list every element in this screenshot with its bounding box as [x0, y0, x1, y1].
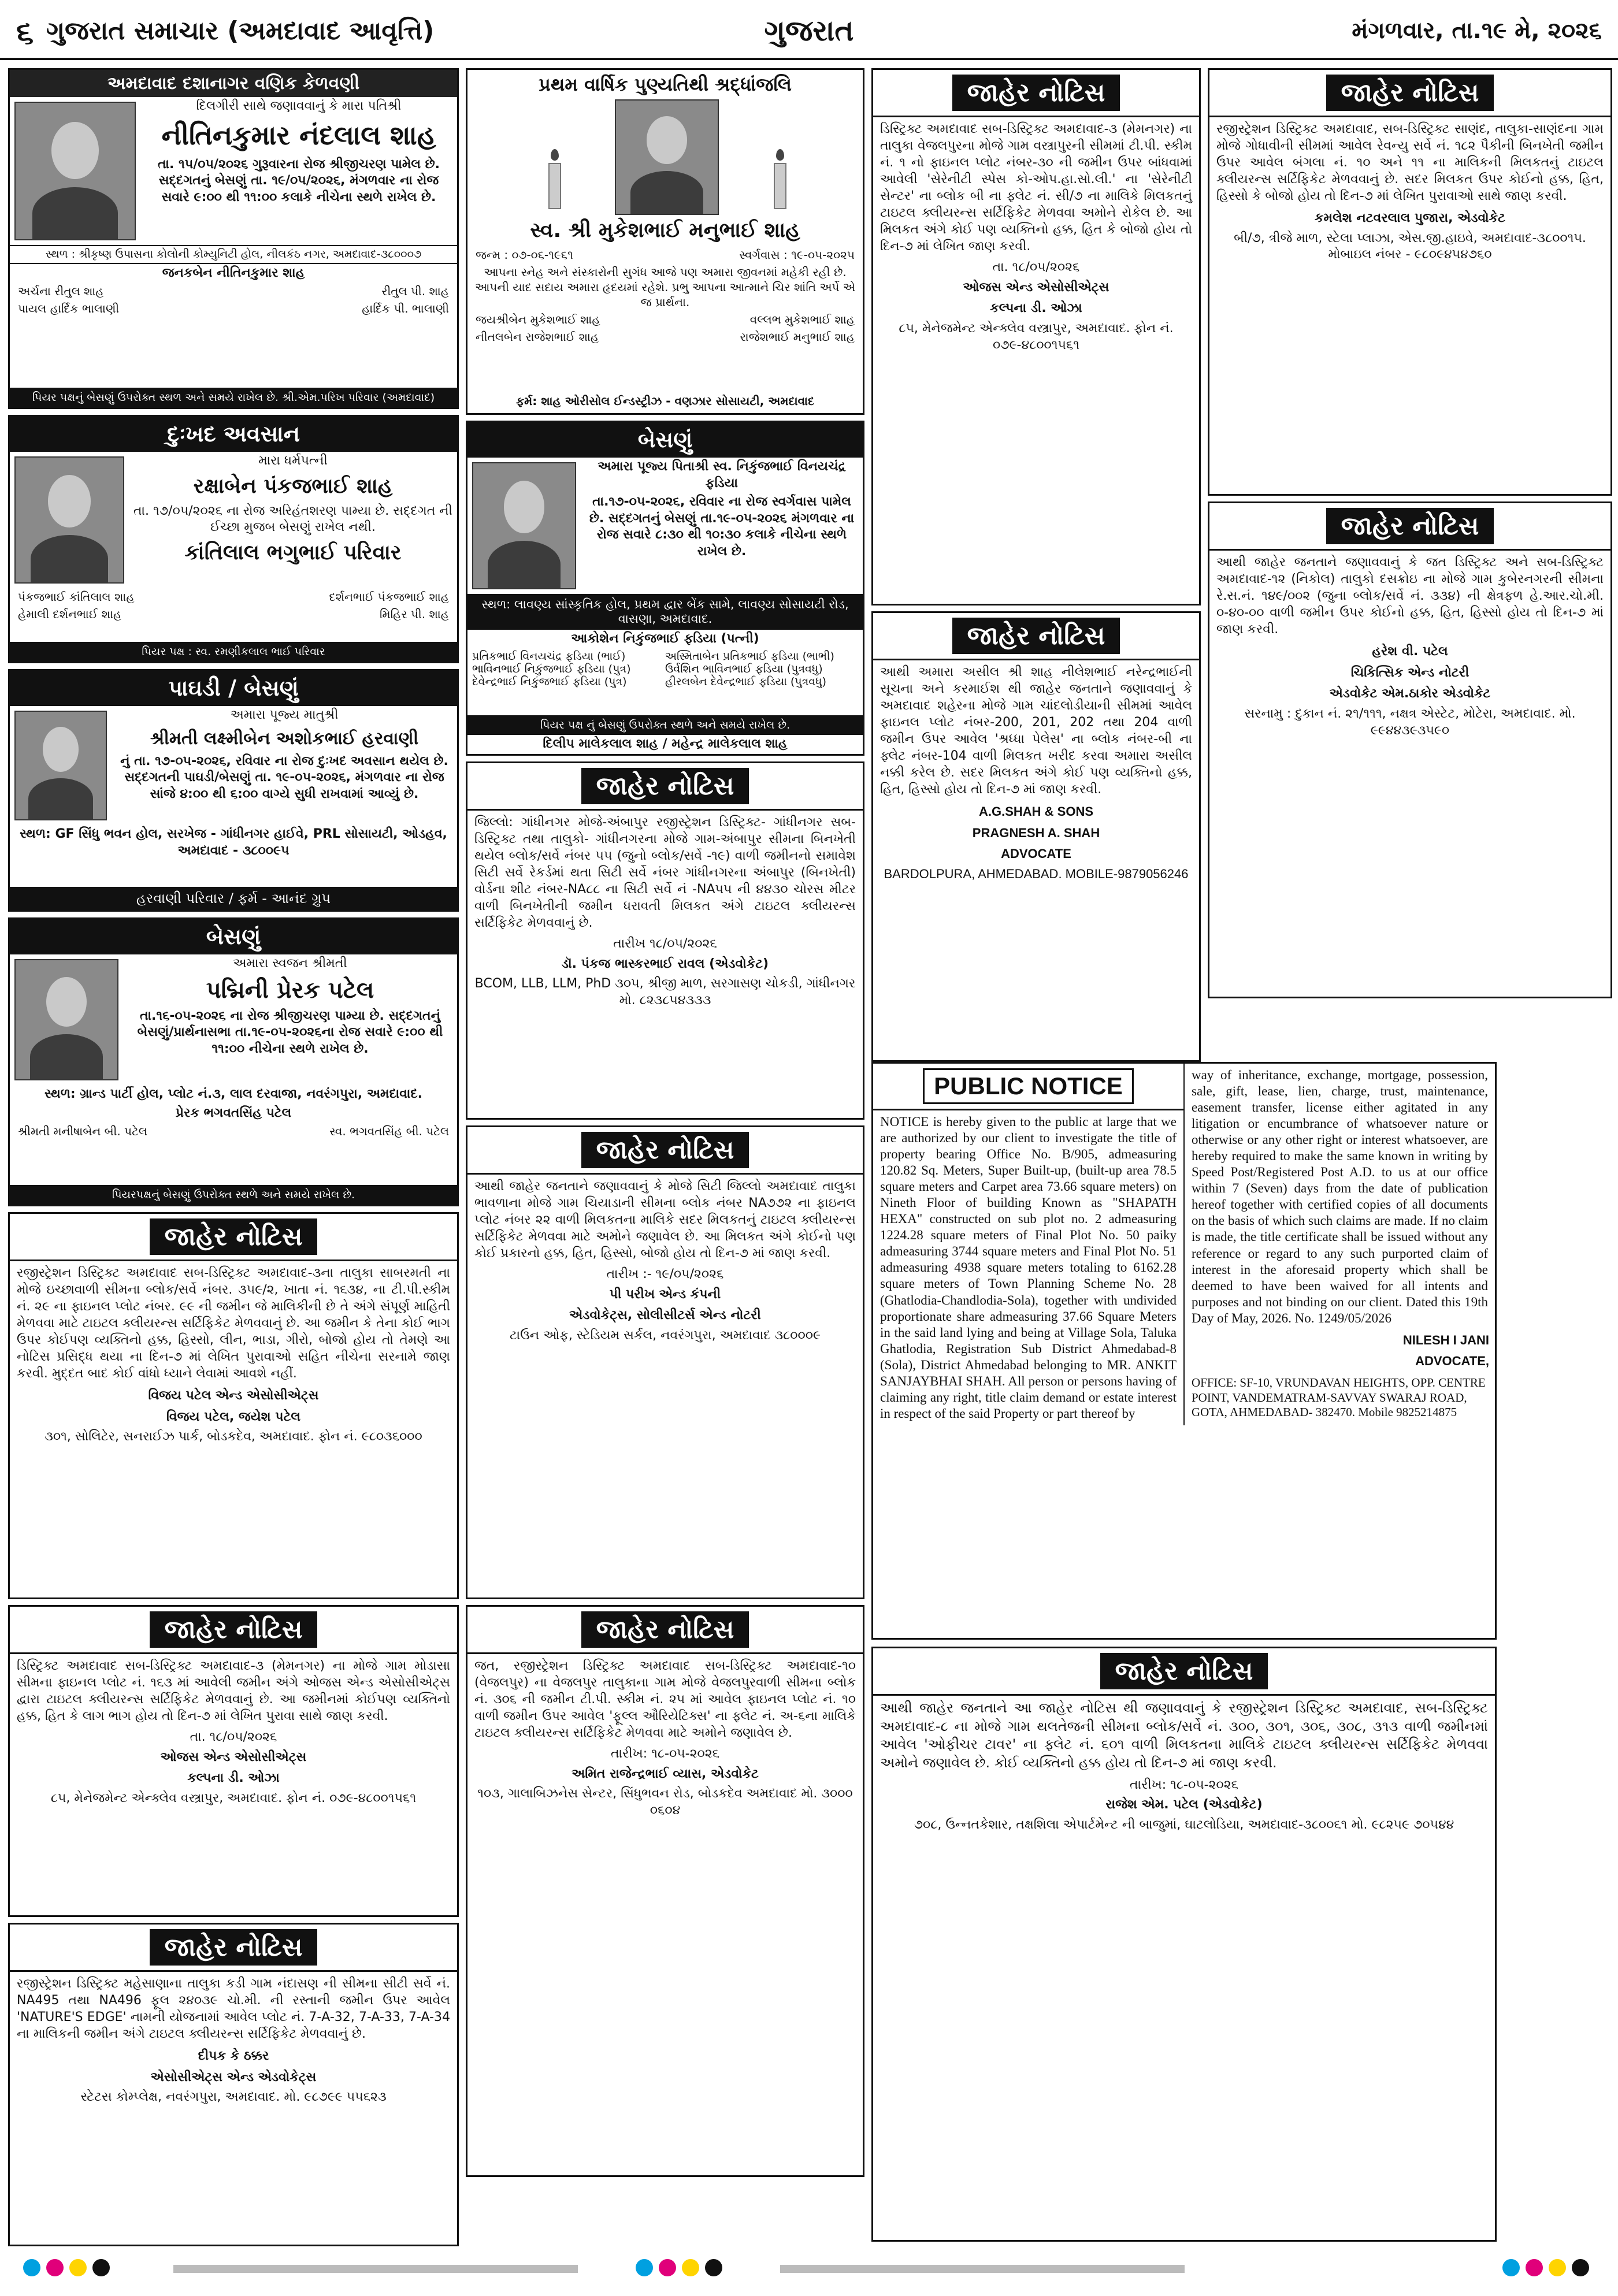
- obituary-text: તા.૧૬-૦૫-૨૦૨૬ ના રોજ શ્રીજીચરણ પામ્યા છે. સદ્દગતનું બેસણું/પ્રાર્થનાસભા તા.૧૯-૦૫-૨૦૨૬ના રોજ સવારે ૯:૦૦ થી ૧૧:૦૦ નીચેના સ્થળે રાખેલ છે.: [137, 1008, 443, 1056]
- notice-date: તારીખ: ૧૮-૦૫-૨૦૨૬: [1130, 1777, 1238, 1792]
- portrait-photo: [472, 462, 576, 589]
- notice-address: સરનામુ : દુકાન નં. ૨૧/૧૧૧, નક્ષત્ર એસ્ટેટ, મોટેરા, અમદાવાદ. મો. ૯૯૪૪૩૯૩૫૯૦: [1244, 706, 1576, 738]
- obituary-text: તા. ૧૭/૦૫/૨૦૨૬ ના રોજ અરિહંતશરણ પામ્યા છે. સદ્દગત ની ઈચ્છા મુજબ બેસણું રાખેલ નથી.: [133, 503, 452, 535]
- family-member: હીરલબેન દેવેન્દ્રભાઈ ફડિયા (પુત્રવધુ): [665, 675, 826, 688]
- masthead: ગુજરાત સમાચાર (અમદાવાદ આવૃત્તિ): [46, 16, 435, 46]
- notice-title: જાહેર નોટિસ: [581, 768, 749, 804]
- notice-address: BCOM, LLB, LLM, PhD ૩૦૫, શ્રીજી માળ, સરગાસણ ચોકડી, ગાંધીનગર મો. ૮૨૩૮૫૪૩૩૩: [474, 976, 856, 1008]
- besnu-fadiya: [466, 421, 864, 756]
- yellow-dot-icon: [682, 2259, 699, 2276]
- obituary-intro: અમારા સ્વજન શ્રીમતી: [233, 956, 347, 971]
- public-notice: [466, 761, 864, 1120]
- notice-date: તા. ૧૮/૦૫/૨૦૨૬: [190, 1730, 277, 1745]
- notice-date: તારીખ: ૧૮-૦૫-૨૦૨૬: [611, 1747, 719, 1762]
- notice-signer: વિજય પટેલ એન્ડ એસોસીએટ્સ: [148, 1388, 319, 1403]
- family-member: અર્ચના રીતુલ શાહ: [18, 284, 104, 299]
- magenta-dot-icon: [46, 2259, 64, 2276]
- notice-body: આથી જાહેર જનતાને જણાવવાનું કે જત ડિસ્ટ્રિક્ટ અને સબ-ડિસ્ટ્રિક્ટ અમદાવાદ-૧૨ (નિકોલ) તાલુકો દસક્રોઇ ના મોજે ગામ કુબેરનગરની સીમના રે.સ.નં. ૧૪૯/૦૦૨ (જુના બ્લોક/સર્વે નં. ૩૩૪) ની ક્ષેત્રફળ હે.આર.ચો.મી. ૦-૪૦-૦૦ વાળી જમીન ઉપર કોઈનો હક્ક, હિત, હિસ્સો હોય તો દિન-૭ માં જાણ કરવી.: [1216, 555, 1604, 637]
- notice-body: ડિસ્ટ્રિક્ટ અમદાવાદ સબ-ડિસ્ટ્રિક્ટ અમદાવાદ-૩ (મેમનગર) ના મોજે ગામ મોડાસા સીમના ફાઇનલ પ્લોટ નં. ૧૬૩ માં આવેલી જમીન અંગે ઓજસ એન્ડ એસોસીએટ્સ દ્વારા ટાઇટલ ક્લીયરન્સ સર્ટિફિકેટ મેળવવાનું છે. આ જમીનમાં કોઈપણ વ્યક્તિનો હક્ક, હિત કે લાગ ભાગ હોય તો દિન-૭ માં લેખિત પુરાવા સાથે જાણ કરવી.: [17, 1659, 450, 1724]
- notice-signer: રાજેશ એમ. પટેલ (એડવોકેટ): [1105, 1797, 1263, 1812]
- notice-signer: એસોસીએટ્સ એન્ડ એડવોકેટ્સ: [150, 2070, 317, 2085]
- obituary-harvani: [8, 669, 459, 912]
- public-notice: [466, 1605, 864, 2177]
- black-dot-icon: [1572, 2259, 1589, 2276]
- obituary-footer-names: દિલીપ માલેકલાલ શાહ / મહેન્દ્ર માલેકલાલ શાહ: [543, 737, 788, 752]
- notice-body: જત, રજીસ્ટ્રેશન ડિસ્ટ્રિક્ટ અમદાવાદ સબ-ડિસ્ટ્રિક્ટ અમદાવાદ-૧૦ (વેજલપુર) ના વેજલપુર તાલુકાના ગામ મોજે વેજલપુરવાળી સીમના બ્લોક નં. ૩૦૬ ની જમીન ટી.પી. સ્કીમ નં. ૨૫ માં આવેલ ફાઇનલ પ્લોટ નં. ૧૦ વાળી જમીન ઉપર આવેલ 'ફૂલ્લ ઔરિયેટિક્સ' ના ફ્લેટ નં. અ-૬ના માલિકે ટાઇટલ ક્લીયરન્સ સર્ટિફિકેટ મેળવવા માટે અમોને જણાવેલ છે.: [474, 1659, 856, 1741]
- obituary-name: રક્ષાબેન પંકજભાઈ શાહ: [193, 474, 393, 498]
- family-member: રીતુલ પી. શાહ: [381, 284, 449, 299]
- obituary-header: બેસણું: [467, 422, 863, 458]
- column-2: [466, 68, 864, 2183]
- notice-signer: કલ્પના ડી. ઓઝા: [187, 1771, 280, 1786]
- public-notice: [8, 1605, 459, 1917]
- column-1: [8, 68, 459, 2252]
- obituary-text: નું તા. ૧૭-૦૫-૨૦૨૬, રવિવાર ના રોજ દુઃખદ અવસાન થયેલ છે. સદ્દગતની પાઘડી/બેસણું તા. ૧૯-૦૫-૨૦૨૬, મંગળવાર ના રોજ સાંજે ૪:૦૦ થી ૬:૦૦ વાગ્યે સુધી રાખવામાં આવ્યું છે.: [120, 753, 448, 801]
- portrait-photo: [14, 959, 118, 1080]
- candle-icon: [774, 163, 786, 209]
- family-member: દેવેન્દ્રભાઈ નિકુંજભાઈ ફડિયા (પુત્ર): [472, 675, 627, 688]
- obituary-venue: સ્થળ: ગ્રાન્ડ પાર્ટી હોલ, પ્લોટ નં.૩, લાલ દરવાજા, નવરંગપુરા, અમદાવાદ.: [44, 1087, 423, 1101]
- obituary-footer: પિયરપક્ષનું બેસણું ઉપરોક્ત સ્થળે અને સમયે રાખેલ છે.: [10, 1185, 457, 1205]
- family-title: પ્રેરક ભગવતસિંહ પટેલ: [175, 1105, 292, 1120]
- family-member: ભાવિનભાઈ નિકુંજભાઈ ફડિયા (પુત્ર): [472, 662, 631, 675]
- portrait-photo: [14, 102, 136, 240]
- section-title: ગુજરાત: [764, 14, 854, 47]
- print-registration-bar: [0, 2253, 1618, 2288]
- obituary-raxaben: [8, 415, 459, 663]
- obituary-intro: મારા ધર્મપત્ની: [258, 454, 328, 468]
- notice-signer: ડૉ. પંકજ ભાસ્કરભાઈ રાવલ (એડવોકેટ): [561, 956, 769, 971]
- notice-title: જાહેર નોટિસ: [952, 75, 1120, 111]
- notice-signer: ADVOCATE,: [1415, 1354, 1489, 1369]
- family-title: જનકબેન નીતિનકુમાર શાહ: [162, 265, 305, 280]
- family-member: દર્શનભાઈ પંકજભાઈ શાહ: [329, 590, 449, 604]
- notice-signer: અમિત રાજેન્દ્રભાઈ વ્યાસ, એડવોકેટ: [572, 1766, 759, 1781]
- notice-body: આથી જાહેર જનતાને આ જાહેર નોટિસ થી જણાવવાનું કે રજીસ્ટ્રેશન ડિસ્ટ્રિક્ટ અમદાવાદ, સબ-ડિસ્ટ્રિક્ટ અમદાવાદ-૮ ના મોજે ગામ થલતેજની સીમના બ્લોક/સર્વે નં. ૩૦૦, ૩૦૧, ૩૦૬, ૩૦૮, ૩૧૩ વાળી જમીનમાં આવેલ 'ઓફીચર ટાવર' ના ફ્લેટ નં. ૬૦૧ વાળી મિલકતના માલિકે ટાઇટલ ક્લીયરન્સ સર્ટિફિકેટ મેળવવા અમોને જણાવેલ છે. કોઈ વ્યક્તિનો હક્ક હોય તો દિન-૭ માં જાણ કરવી.: [880, 1700, 1488, 1771]
- family-member: ઉર્વશિન ભાવિનભાઈ ફડિયા (પુત્રવધુ): [665, 662, 823, 675]
- public-notice: [1208, 501, 1612, 998]
- family-member: મિહિર પી. શાહ: [379, 607, 449, 621]
- column-4: [1208, 68, 1612, 1004]
- notice-title: જાહેર નોટિસ: [581, 1132, 749, 1168]
- cyan-dot-icon: [636, 2259, 653, 2276]
- notice-signer: એડવોકેટ એમ.ઠાકોર એડવોકેટ: [1329, 686, 1491, 701]
- notice-address: ૮૫, મેનેજમેન્ટ એન્ક્લેવ વસ્ત્રાપુર, અમદાવાદ. ફોન નં. ૦૭૯-૪૮૦૦૧૫૬૧: [899, 321, 1174, 352]
- notice-body: ડિસ્ટ્રિક્ટ અમદાવાદ સબ-ડિસ્ટ્રિક્ટ અમદાવાદ-૩ (મેમનગર) ના તાલુકા વેજલપુરના મોજે ગામ વસ્ત્રાપુરની સીમમાં ટી.પી. સ્કીમ નં. ૧ નો ફાઇનલ પ્લોટ નંબર-૩૦ ની જમીન ઉપર બાંધવામાં આવેલી 'સેરેનીટી સ્પેસ કો-ઓપ.હા.સો.લી.' ના 'સેરેનીટી સેન્ટર' ના બ્લોક બી ના ફ્લેટ નં. સી/૭ ના માલિકે મિલકતનું ટાઇટલ ક્લીયરન્સ સર્ટિફિકેટ મેળવવા અમોને રોકેલ છે. આ મિલકત અંગે કોઈ પણ વ્યક્તિનો હક્ક, હિત કે બોજો હોય તો દિન-૭ માં લેખિત જાણ કરવી.: [880, 122, 1192, 254]
- notice-signer: A.G.SHAH & SONS: [978, 804, 1094, 819]
- notice-body: આથી અમારા અસીલ શ્રી શાહ નીલેશભાઈ નરેન્દ્રભાઈની સૂચના અને કરમાઈશ થી જાહેર જનતાને જણાવવાનું કે અમદાવાદ શહેરના મોજે ગામ ચાંદલોડીયાની સીમમાં આવેલ ફાઇનલ પ્લોટ નંબર-200, 201, 202 તથા 204 વાળી જમીન ઉપર આવેલ 'શ્રધ્ધા પેલેસ' ના બ્લોક નંબર-બી ના ફ્લેટ નંબર-104 વાળી મિલકત ખરીદ કરવા અમારા અસીલ નક્કી કરેલ છે. સદર મિલકત અંગે કોઈ પણ વ્યક્તિનો હક્ક, હિત, હિસ્સો હોય તો દિન-૭ માં જાણ કરવી.: [880, 665, 1192, 797]
- notice-signer: કમલેશ નટવરલાલ પુજારા, એડવોકેટ: [1315, 211, 1505, 226]
- notice-body: રજીસ્ટ્રેશન ડિસ્ટ્રિક્ટ અમદાવાદ સબ-ડિસ્ટ્રિક્ટ અમદાવાદ-૩ના તાલુકા સાબરમતી ના મોજે ઇચ્છાવાળી સીમના બ્લોક/સર્વે નંબર. ૩૫૯/૨, ખાતા નં. ૧૬૩૪, ના ટી.પી.સ્કીમ નં. ૨૯ ના ફાઇનલ પ્લોટ નંબર. ૯૯ ની જમીન જે માલિકીની છે તે અંગે સંપૂર્ણ માહિતી મેળવવા માટે ટાઇટલ ક્લીયરન્સ સર્ટિફિકેટ મેળવવાનું છે. આ જમીન કે તેના કોઈ ભાગ ઉપર કોઈપણ વ્યક્તિનો હક્ક, હિસ્સો, લીન, ભાડા, ગીરો, બોજો હોય તો તેમણે આ નોટિસ પ્રસિદ્ધ થયા ના દિન-૭ માં લેખિત પુરાવાઓ સહિત નીચેના સરનામે જાણ કરવી. મુદ્દત બાદ કોઈ વાંધો ધ્યાને લેવામાં આવશે નહીં.: [17, 1266, 450, 1381]
- obituary-header: પાઘડી / બેસણું: [10, 671, 457, 706]
- public-notice: [8, 1923, 459, 2246]
- notice-address: બી/૭, ત્રીજે માળ, સ્ટેલા પ્લાઝા, એસ.જી.હાઇવે, અમદાવાદ-૩૮૦૦૧૫. મોબાઇલ નંબર - ૯૮૦૯૪૫૪૭૬૦: [1234, 231, 1586, 262]
- obituary-intro: અમારા પૂજ્ય પિતાશ્રી સ્વ. નિકુંજભાઈ વિનયચંદ્ર ફડિયા: [598, 459, 846, 491]
- family-member: સ્વ. ભગવતસિંહ બી. પટેલ: [329, 1124, 449, 1139]
- flame-icon: [551, 149, 559, 161]
- obituary-padmini: [8, 917, 459, 1206]
- obituary-text: તા.૧૭-૦૫-૨૦૨૬, રવિવાર ના રોજ સ્વર્ગવાસ પામેલ છે. સદ્દગતનું બેસણું તા.૧૯-૦૫-૨૦૨૬ મંગળવાર ના રોજ સવારે ૮:૩૦ થી ૧૦:૩૦ કલાકે નીચેના સ્થળે રાખેલ છે.: [589, 495, 855, 559]
- public-notice: [871, 1647, 1497, 2242]
- portrait-photo: [14, 456, 124, 584]
- notice-address: BARDOLPURA, AHMEDABAD. MOBILE-9879056246: [884, 867, 1189, 882]
- tribute-mukeshbhai: [466, 68, 864, 415]
- notice-address: ૭૦૮, ઉન્નતકેશાર, તક્ષશિલા એપાર્ટમેન્ટ ની બાજુમાં, ઘાટલોડિયા, અમદાવાદ-૩૮૦૦૬૧ મો. ૯૮૨૫૯ ૭૦૫૪૪: [914, 1817, 1454, 1832]
- notice-body-continued: way of inheritance, exchange, mortgage, possession, sale, gift, lease, lien, charge, trust, maintenance, easement transfer, license either agitated in any litigation or encumbrance of whatsoever nature or otherwise or any other right or interest whatsoever, are hereby required to make the same known in writing by Speed Post/Registered Post A.D. to us at our office within 7 (Seven) days from the date of publication hereof together with certified copies of all documents on the basis of which such claims are made. If no claim is made, the title certificate shall be issued without any reference or regard to any such purported claim of interest in the aforesaid property which shall be deemed to have been waived for all intents and purposes and not binding on our client. Dated this 19th Day of May, 2026. No. 1249/05/2026: [1192, 1068, 1488, 1325]
- notice-title: જાહેર નોટિસ: [1326, 75, 1494, 111]
- death-date: સ્વર્ગવાસ : ૧૯-૦૫-૨૦૨૫: [739, 248, 855, 262]
- portrait-photo: [615, 99, 719, 215]
- notice-body: જિલ્લો: ગાંધીનગર મોજે-અંબાપુર રજીસ્ટ્રેશન ડિસ્ટ્રિક્ટ- ગાંધીનગર સબ-ડિસ્ટ્રિક્ટ તથા તાલુકો- ગાંધીનગરના મોજે ગામ-અંબાપુર સીમના બિનખેતી થયેલ બ્લોક/સર્વે નંબર ૫૫ (જુનો બ્લોક/સર્વે -૧૯) વાળી જમીનનો સમાવેશ સિટી સર્વે રેકર્ડમાં થતા સિટી સર્વે નંબર ગાંધીનગરના અંબાપુર (બિનખેતી) વોર્ડના શીટ નંબર-NA૮૮ ના સિટી સર્વે નં -NA૫૫ ની ૪૪૩૦ ચોરસ મીટર વાળી બિનખેતીની જમીન ધરાવતી મિલકત અંગે ટાઇટલ ક્લીયરન્સ સર્ટિફિકેટ મેળવવાનું છે.: [474, 815, 856, 931]
- obituary-footer: હરવાણી પરિવાર / ફર્મ - આનંદ ગ્રુપ: [10, 887, 457, 910]
- family-name: કાંતિલાલ ભગુભાઈ પરિવાર: [184, 540, 402, 564]
- dateline: મંગળવાર, તા.૧૯ મે, ૨૦૨૬: [1352, 17, 1602, 44]
- family-member: પંકજભાઈ કાંતિલાલ શાહ: [18, 590, 135, 604]
- notice-title: PUBLIC NOTICE: [923, 1068, 1134, 1104]
- black-dot-icon: [705, 2259, 722, 2276]
- family-member: હેમાલી દર્શનભાઈ શાહ: [18, 607, 122, 621]
- obituary-name: નીતિનકુમાર નંદલાલ શાહ: [161, 119, 436, 151]
- notice-title: જાહેર નોટિસ: [581, 1611, 749, 1648]
- family-member: પાયલ હાર્દિક ભાલાણી: [18, 302, 120, 316]
- notice-title: જાહેર નોટિસ: [150, 1218, 318, 1255]
- gray-strip: [173, 2265, 578, 2273]
- notice-title: જાહેર નોટિસ: [150, 1929, 318, 1966]
- notice-signer: કલ્પના ડી. ઓઝા: [990, 301, 1082, 316]
- notice-address: ૩૦૧, સોલિટેર, સનરાઈઝ પાર્ક, બોડકદેવ, અમદાવાદ. ફોન નં. ૯૮૦૩૬૦૦૦: [44, 1429, 422, 1444]
- yellow-dot-icon: [1549, 2259, 1566, 2276]
- notice-address: OFFICE: SF-10, VRUNDAVAN HEIGHTS, OPP. CENTRE POINT, VANDEMATRAM-SAVVAY SWARAJ ROAD, GOTA, AHMEDABAD- 382470. Mobile 9825214875: [1192, 1375, 1486, 1420]
- notice-signer: NILESH I JANI: [1402, 1332, 1489, 1347]
- family-member: જયશ્રીબેન મુકેશભાઈ શાહ: [476, 313, 600, 326]
- public-notice: [871, 68, 1201, 605]
- notice-signer: એડવોકેટ્સ, સોલીસીટર્સ એન્ડ નોટરી: [569, 1308, 761, 1323]
- public-notice-english: [871, 1062, 1497, 1640]
- obituary-name: શ્રીમતી લક્ષ્મીબેન અશોકભાઈ હરવાણી: [150, 728, 419, 749]
- tribute-text: આપના સ્નેહ અને સંસ્કારોની સુગંધ આજે પણ અમારા જીવનમાં મહેકી રહી છે. આપની યાદ સદાય અમારા હૃદયમાં રહેશે. પ્રભુ આપના આત્માને ચિર શાંતિ અર્પે એ જ પ્રાર્થના.: [474, 265, 855, 309]
- obituary-venue: સ્થળ : શ્રીકૃષ્ણ ઉપાસના કોલોની કોમ્યુનિટી હોલ, નીલકંઠ નગર, અમદાવાદ-૩૮૦૦૦૭: [10, 245, 457, 264]
- notice-signer: વિજય પટેલ, જયેશ પટેલ: [166, 1409, 301, 1424]
- notice-body: આથી જાહેર જનતાને જણાવવાનું કે મોજે સિટી જિલ્લો અમદાવાદ તાલુકા ભાવળાના મોજે ગામ ચિયાડાની સીમના બ્લોક નંબર NA૭૭૨ ના ફાઇનલ પ્લોટ નંબર ૨૨ વાળી મિલકતના માલિકે સદર મિલકતનું ટાઇટલ ક્લીયરન્સ સર્ટિફિકેટ મેળવવા માટે અમોને જણાવેલ છે. આ મિલકત અંગે કોઈનો પણ કોઈ પ્રકારનો હક્ક, હિત, હિસ્સો, બોજો હોય તો દિન-૭ માં જાણ કરવી.: [474, 1179, 856, 1261]
- family-member: શ્રીમતી મનીષાબેન બી. પટેલ: [18, 1124, 147, 1139]
- notice-address: ૮૫, મેનેજમેન્ટ એન્ક્લેવ વસ્ત્રાપુર, અમદાવાદ. ફોન નં. ૦૭૯-૪૮૦૦૧૫૬૧: [50, 1790, 417, 1805]
- obituary-intro: દિલગીરી સાથે જણાવવાનું કે મારા પતિશ્રી: [196, 99, 402, 113]
- cyan-dot-icon: [23, 2259, 40, 2276]
- obituary-venue: સ્થળ: લાવણ્ય સાંસ્કૃતિક હોલ, પ્રથમ દ્વાર બેંક સામે, લાવણ્ય સોસાયટી રોડ, વાસણા, અમદાવાદ.: [467, 594, 863, 630]
- tribute-name: સ્વ. શ્રી મુકેશભાઈ મનુભાઈ શાહ: [530, 218, 800, 242]
- magenta-dot-icon: [1526, 2259, 1543, 2276]
- portrait-photo: [14, 711, 107, 820]
- notice-signer: ઓજસ એન્ડ એસોસીએટ્સ: [160, 1749, 307, 1764]
- birth-date: જન્મ : ૦૭-૦૬-૧૯૬૧: [476, 248, 573, 262]
- notice-signer: PRAGNESH A. SHAH: [972, 825, 1100, 840]
- notice-signer: પી પરીખ એન્ડ કંપની: [609, 1287, 721, 1302]
- public-notice: [466, 1125, 864, 1599]
- notice-title: જાહેર નોટિસ: [150, 1611, 318, 1648]
- family-member: નીતલબેન રાજેશભાઈ શાહ: [476, 330, 599, 344]
- page-header: [0, 0, 1618, 60]
- yellow-dot-icon: [69, 2259, 87, 2276]
- notice-address: ટાઉન ઓફ, સ્ટેડિયમ સર્કલ, નવરંગપુરા, અમદાવાદ ૩૮૦૦૦૯: [509, 1328, 821, 1343]
- notice-date: તારીખ ૧૮/૦૫/૨૦૨૬: [613, 937, 717, 952]
- flame-icon: [776, 149, 784, 161]
- candle-icon: [548, 163, 561, 209]
- family-member: રાજેશભાઈ મનુભાઈ શાહ: [740, 330, 855, 344]
- obituary-venue: સ્થળ: GF સિંધુ ભવન હોલ, સરખેજ - ગાંધીનગર હાઈવે, PRL સોસાયટી, ઓડહવ, અમદાવાદ - ૩૮૦૦૯૫: [20, 827, 447, 858]
- public-notice: [871, 611, 1201, 1062]
- page-number: ૬: [16, 14, 34, 50]
- family-member: અસ્મિતાબેન પ્રતિકભાઈ ફડિયા (ભાભી): [665, 649, 834, 663]
- tribute-footer: ફર્મ: શાહ ઓરીસોલ ઈન્ડસ્ટ્રીઝ - વણઝાર સોસાયટી, અમદાવાદ: [515, 394, 815, 408]
- notice-address: સ્ટેટસ કોમ્પ્લેક્ષ, નવરંગપુરા, અમદાવાદ. મો. ૯૮૭૯૯ ૫૫૬૨૩: [80, 2090, 387, 2105]
- obituary-text: તા. ૧૫/૦૫/૨૦૨૬ ગુરૂવારના રોજ શ્રીજીચરણ પામેલ છે. સદ્દગતનું બેસણું તા. ૧૯/૦૫/૨૦૨૬, મંગળવાર ના રોજ સવારે ૯:૦૦ થી ૧૧:૦૦ કલાકે નીચેના સ્થળે રાખેલ છે.: [157, 157, 440, 205]
- notice-title: જાહેર નોટિસ: [1326, 508, 1494, 544]
- tribute-header: પ્રથમ વાર્ષિક પુણ્યતિથી શ્રદ્ધાંજલિ: [539, 73, 792, 95]
- family-member: પ્રતિકભાઈ વિનયચંદ્ર ફડિયા (ભાઈ): [472, 649, 626, 663]
- notice-body: રજીસ્ટ્રેશન ડિસ્ટ્રિક્ટ અમદાવાદ, સબ-ડિસ્ટ્રિક્ટ સાણંદ, તાલુકા-સાણંદના ગામ મોજે ગોધાવીની સીમમાં આવેલ રેવન્યુ સર્વે નં. ૧૮૨ પૈકીની બિનખેતી જમીન ઉપર આવેલ બંગલા નં. ૧૦ અને ૧૧ ના માલિકની મિલકતનું ટાઇટલ ક્લીયરન્સ સર્ટિફિકેટ મેળવવાનું છે. સદર મિલકત ઉપર કોઈનો હક્ક, હિત, હિસ્સો કે બોજો હોય તો દિન-૭ માં લેખિત પુરાવાઓ સાથે જાણ કરવી.: [1216, 122, 1604, 204]
- notice-signer: ઓજસ એન્ડ એસોસીએટ્સ: [963, 280, 1109, 295]
- family-member: હાર્દિક પી. ભાલાણી: [362, 302, 449, 316]
- notice-signer: ADVOCATE: [1001, 846, 1071, 861]
- gray-strip: [780, 2265, 1185, 2273]
- notice-address: ૧૦૩, ગાલાબિઝનેસ સેન્ટર, સિંધુભવન રોડ, બોડકદેવ અમદાવાદ મો. ૩૦૦૦ ૦૬૦૪: [477, 1786, 853, 1818]
- notice-title: જાહેર નોટિસ: [952, 618, 1120, 654]
- obituary-header: બેસણું: [10, 919, 457, 954]
- obituary-footer: પિયર પક્ષ નું બેસણું ઉપરોક્ત સ્થળે અને સમયે રાખેલ છે.: [467, 715, 863, 735]
- obituary-name: પદ્મિની પ્રેરક પટેલ: [206, 976, 374, 1004]
- notice-title: જાહેર નોટિસ: [1100, 1653, 1268, 1689]
- obituary-header: દુઃખદ અવસાન: [10, 417, 457, 452]
- family-title: આકોશેન નિકુંજભાઈ ફડિયા (પત્ની): [571, 631, 759, 646]
- magenta-dot-icon: [659, 2259, 676, 2276]
- family-member: વલ્લભ મુકેશભાઈ શાહ: [749, 313, 855, 326]
- notice-body: રજીસ્ટ્રેશન ડિસ્ટ્રિક્ટ મહેસાણાના તાલુકા કડી ગામ નંદાસણ ની સીમના સીટી સર્વે નં. NA495 તથા NA496 ફૂલ ૨૪૦૩૯ ચો.મી. ની રસ્તાની જમીન ઉપર આવેલ 'NATURE'S EDGE' નામની યોજનામાં આવેલ પ્લોટ નં. 7-A-32, 7-A-33, 7-A-34 ના માલિકની જમીન અંગે ટાઇટલ ક્લીયરન્સ સર્ટિફિકેટ મેળવવાનું છે.: [17, 1977, 450, 2042]
- notice-body: NOTICE is hereby given to the public at large that we are authorized by our client to investigate the title of property bearing Office No. B/905, admeasuring 120.82 Sq. Meters, Super Built-up, (built-up area 78.5 square meters and Carpet area 73.66 square meters) on Nineth Floor of building Known as "SHAPATH HEXA" constructed on sub plot no. 2 admeasuring 1224.28 square meters of Final Plot No. 50 paiky admeasuring 3744 square meters and Final Plot No. 51 admeasuring 4938 square meters totaling to 6162.28 square meters of Town Planning Scheme No. 28 (Ghatlodia-Chandlodia-Sola), together with undivided proportionate share admeasuring 37.66 Square Meters in the said land lying and being at Village Sola, Taluka Ghatlodia, Registration Sub District Ahmedabad-8 (Sola), District Ahmedabad belonging to MR. ANKIT SANJAYBHAI SHAH. All person or persons having of claiming any right, title claim demand or estate interest in respect of the said Property or part thereof by: [880, 1114, 1177, 1421]
- obituary-shah: [8, 68, 459, 409]
- column-3: [871, 68, 1201, 1068]
- notice-signer: હરેશ વી. પટેલ: [1372, 644, 1448, 659]
- notice-signer: ચિકિત્સિક એન્ડ નોટરી: [1350, 665, 1469, 680]
- black-dot-icon: [92, 2259, 110, 2276]
- obituary-intro: અમારા પૂજ્ય માતુશ્રી: [230, 708, 339, 722]
- public-notice: [1208, 68, 1612, 496]
- notice-signer: દીપક કે ઠક્કર: [198, 2049, 269, 2064]
- notice-date: તારીખ :- ૧૯/૦૫/૨૦૨૬: [606, 1267, 724, 1282]
- obituary-footer: પિયર પક્ષનું બેસણું ઉપરોક્ત સ્થળ અને સમયે રાખેલ છે. શ્રી.એમ.પરિખ પરિવાર (અમદાવાદ): [10, 388, 457, 407]
- obituary-footer: પિયર પક્ષ : સ્વ. રમણીકલાલ ભાઈ પરિવાર: [10, 642, 457, 662]
- obituary-header: અમદાવાદ દશાનાગર વણિક કેળવણી: [10, 70, 457, 97]
- cyan-dot-icon: [1502, 2259, 1520, 2276]
- public-notice: [8, 1212, 459, 1599]
- notice-date: તા. ૧૮/૦૫/૨૦૨૬: [992, 260, 1080, 275]
